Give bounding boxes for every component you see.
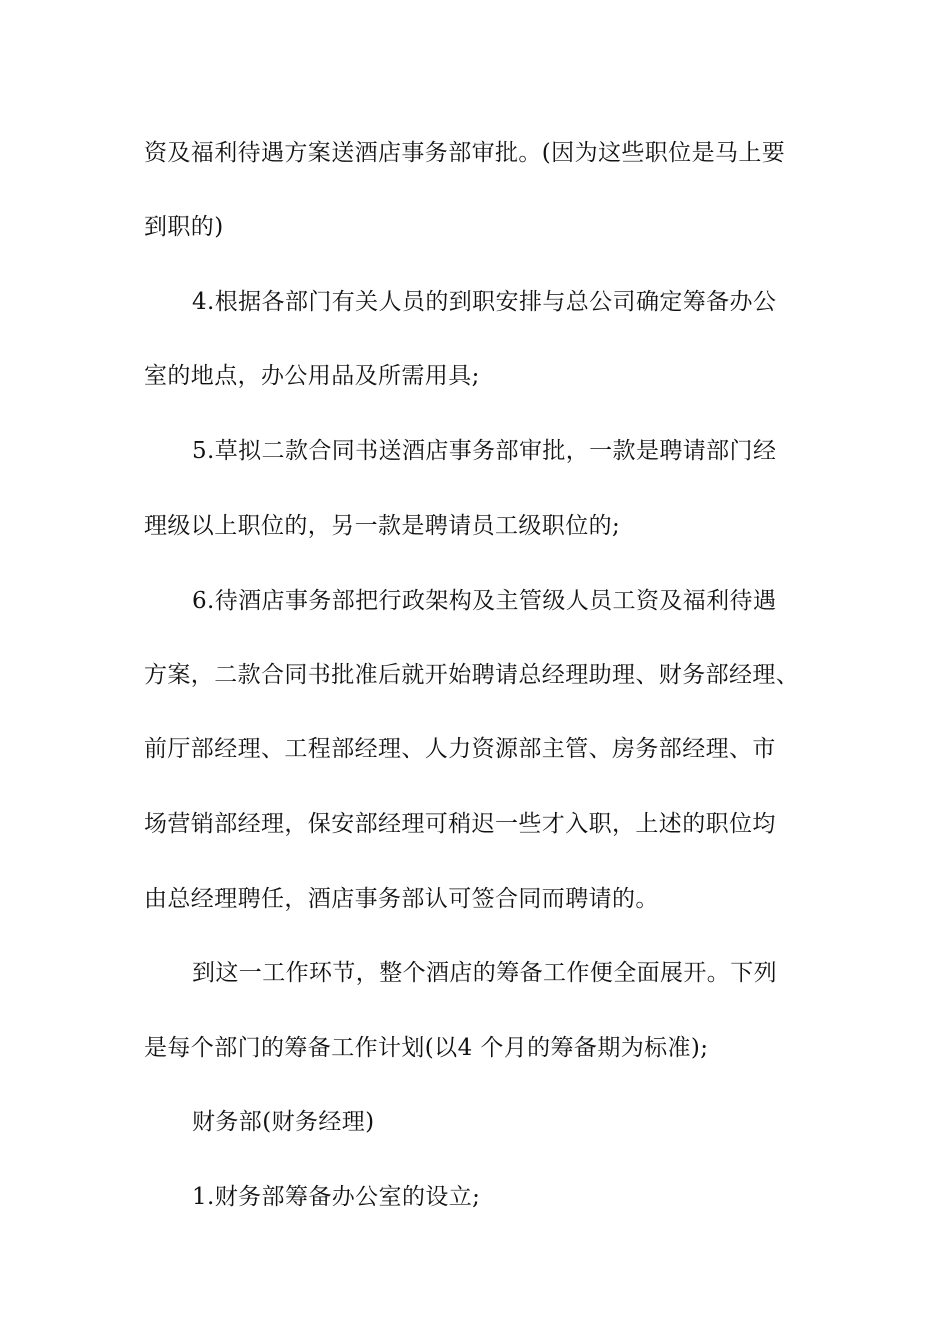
paragraph-start: 到这一工作环节，整个酒店的筹备工作便全面展开。下列 [192,960,777,986]
text-line: 到职的) [144,214,224,240]
paragraph-start: 4.根据各部门有关人员的到职安排与总公司确定筹备办公 [192,289,777,315]
section-heading: 财务部(财务经理) [192,1109,375,1135]
text-line: 资及福利待遇方案送酒店事务部审批。(因为这些职位是马上要 [144,140,786,166]
text-line: 方案，二款合同书批准后就开始聘请总经理助理、财务部经理、 [144,662,800,688]
text-line: 前厅部经理、工程部经理、人力资源部主管、房务部经理、市 [144,736,776,762]
text-line: 由总经理聘任，酒店事务部认可签合同而聘请的。 [144,886,659,912]
text-line: 理级以上职位的，另一款是聘请员工级职位的; [144,513,621,539]
paragraph-start: 6.待酒店事务部把行政架构及主管级人员工资及福利待遇 [192,588,777,614]
text-line: 场营销部经理，保安部经理可稍迟一些才入职，上述的职位均 [144,811,776,837]
text-line: 是每个部门的筹备工作计划(以4 个月的筹备期为标准); [144,1035,709,1061]
text-line: 室的地点，办公用品及所需用具; [144,363,480,389]
paragraph-start: 5.草拟二款合同书送酒店事务部审批，一款是聘请部门经 [192,438,777,464]
list-item: 1.财务部筹备办公室的设立; [192,1184,481,1210]
